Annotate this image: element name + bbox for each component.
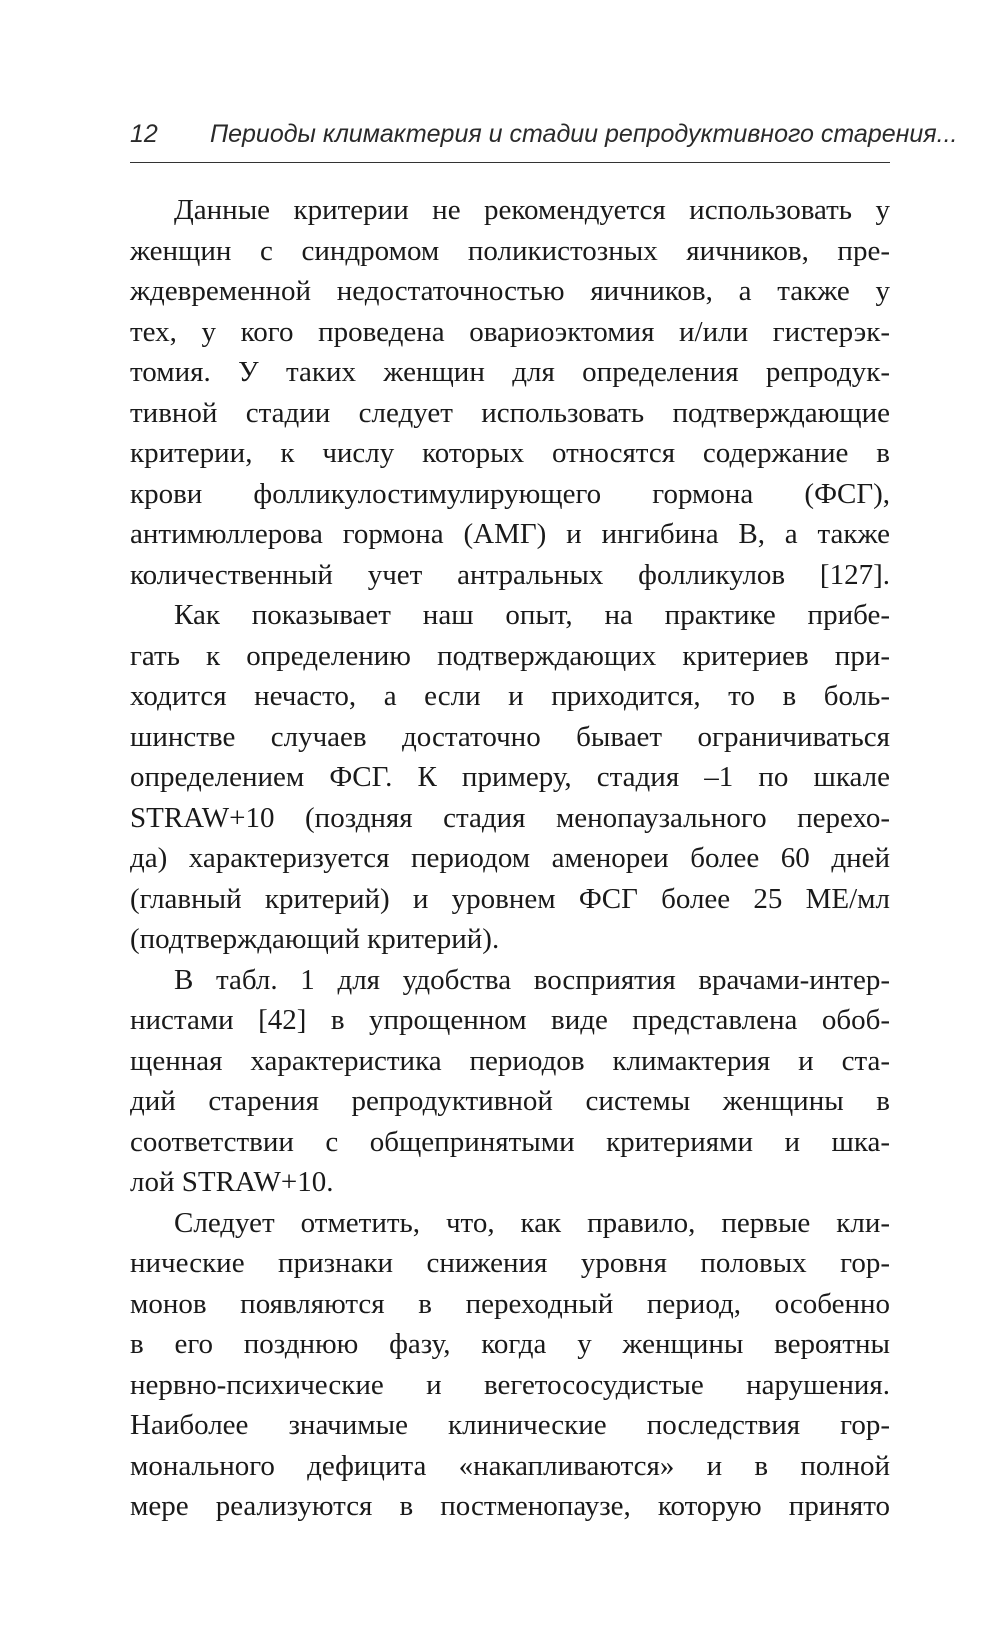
running-header: [130, 118, 958, 163]
text-line: нервно-психические и вегетососудистые нарушения.: [130, 1368, 890, 1401]
text-line: антимюллерова гормона (АМГ) и ингибина В, а также: [130, 518, 890, 550]
text-line: лой STRAW+10.: [130, 1166, 334, 1198]
text-line: томия. У таких женщин для определения репродук-: [130, 356, 890, 388]
text-line: шинстве случаев достаточно бывает ограничиваться: [130, 720, 890, 753]
page-number: 12: [130, 120, 158, 148]
text-line: женщин с синдромом поликистозных яичников, пре-: [130, 234, 890, 267]
running-header-title: Периоды климактерия и стадии репродуктивного старения...: [210, 120, 958, 148]
text-line: мере реализуются в постменопаузе, которую принято: [130, 1490, 890, 1522]
text-line: Данные критерии не рекомендуется использовать у: [174, 194, 890, 226]
text-line: критерии, к числу которых относятся содержание в: [130, 437, 890, 469]
text-line: нистами [42] в упрощенном виде представлена обоб-: [130, 1004, 890, 1036]
text-line: соответствии с общепринятыми критериями и шка-: [130, 1125, 890, 1158]
text-line: крови фолликулостимулирующего гормона (ФСГ),: [130, 477, 890, 510]
text-line: в его позднюю фазу, когда у женщины вероятны: [130, 1328, 890, 1360]
text-line: определением ФСГ. К примеру, стадия –1 по шкале: [130, 761, 890, 793]
text-line: STRAW+10 (поздняя стадия менопаузального перехо-: [130, 801, 890, 834]
text-line: (главный критерий) и уровнем ФСГ более 25 МЕ/мл: [130, 882, 890, 915]
text-line: нические признаки снижения уровня половых гор-: [130, 1247, 890, 1279]
text-line: Как показывает наш опыт, на практике прибе-: [174, 599, 890, 631]
text-line: тивной стадии следует использовать подтверждающие: [130, 396, 890, 429]
text-line: Следует отметить, что, как правило, первые кли-: [174, 1206, 890, 1239]
text-line: Наиболее значимые клинические последствия гор-: [130, 1409, 890, 1441]
text-line: ходится нечасто, а если и приходится, то в боль-: [130, 680, 890, 712]
text-line: гать к определению подтверждающих критериев при-: [130, 639, 890, 672]
body-text: [130, 190, 890, 1527]
text-line: монального дефицита «накапливаются» и в полной: [130, 1449, 890, 1482]
text-line: дий старения репродуктивной системы женщины в: [130, 1085, 890, 1117]
text-line: ждевременной недостаточностью яичников, а также у: [130, 275, 890, 307]
text-line: (подтверждающий критерий).: [130, 923, 500, 955]
text-line: щенная характеристика периодов климактерия и ста-: [130, 1044, 890, 1077]
text-line: монов появляются в переходный период, особенно: [130, 1287, 890, 1320]
text-line: да) характеризуется периодом аменореи более 60 дней: [130, 842, 890, 874]
text-line: количественный учет антральных фолликулов [127].: [130, 558, 890, 591]
paragraph-1: [130, 190, 890, 595]
text-line: В табл. 1 для удобства восприятия врачами-интер-: [174, 963, 890, 996]
text-line: тех, у кого проведена овариоэктомия и/или гистерэк-: [130, 315, 890, 348]
paragraph-3: [130, 960, 890, 1203]
paragraph-4: [130, 1203, 890, 1527]
paragraph-2: [130, 595, 890, 960]
